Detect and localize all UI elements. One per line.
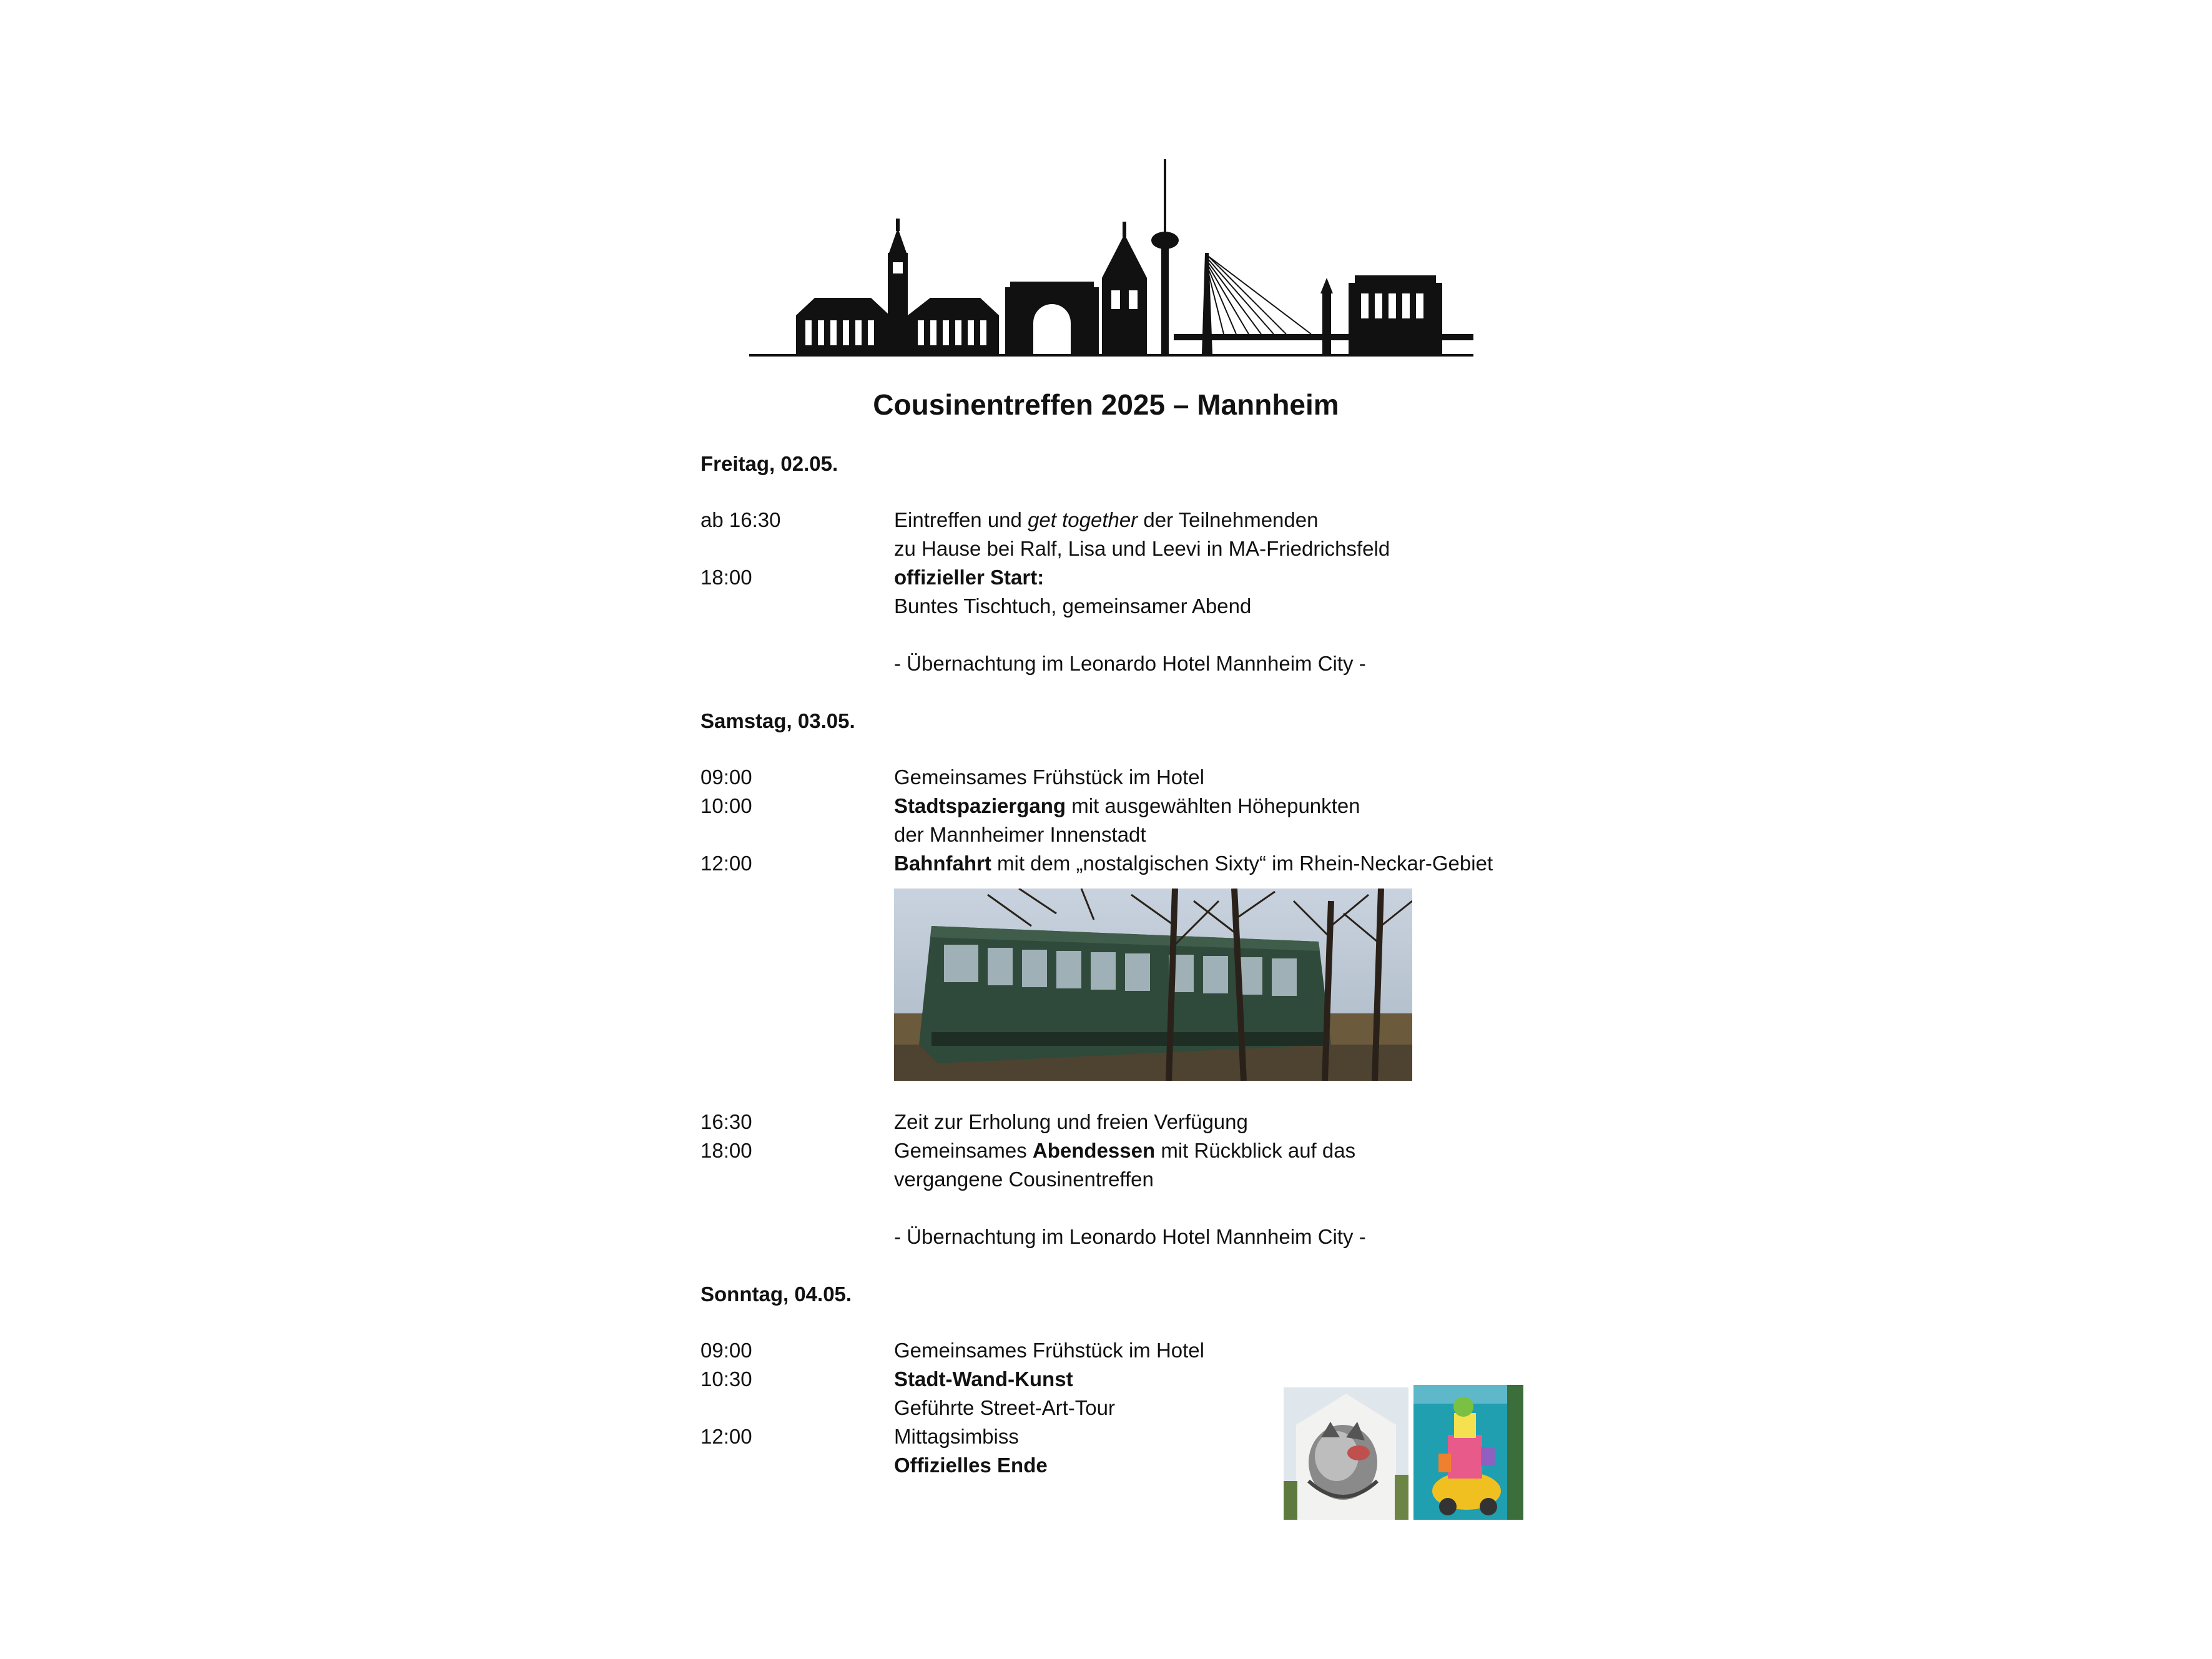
time-label: 12:00 <box>700 1425 752 1448</box>
schedule-row-continuation <box>700 534 1575 563</box>
mannheim-skyline-image <box>749 159 1473 365</box>
schedule-row <box>700 763 1575 792</box>
event-description: Bahnfahrt mit dem „nostalgischen Sixty“ im Rhein-Neckar-Gebiet <box>894 852 1493 875</box>
day-heading-friday: Freitag, 02.05. <box>700 452 838 475</box>
event-description: Stadtspaziergang mit ausgewählten Höhepunkten <box>894 794 1360 817</box>
event-description: Zeit zur Erholung und freien Verfügung <box>894 1110 1248 1133</box>
event-description: zu Hause bei Ralf, Lisa und Leevi in MA-Friedrichsfeld <box>894 537 1390 560</box>
event-description: vergangene Cousinentreffen <box>894 1168 1154 1191</box>
schedule-row-continuation <box>700 1165 1575 1194</box>
schedule-row <box>700 1336 1575 1365</box>
event-description: Geführte Street-Art-Tour <box>894 1396 1115 1419</box>
schedule-row <box>700 1108 1575 1136</box>
schedule-row <box>700 849 1575 878</box>
time-label: ab 16:30 <box>700 508 781 531</box>
schedule-row <box>700 1136 1575 1165</box>
event-description: Gemeinsames Frühstück im Hotel <box>894 1339 1204 1362</box>
event-description: Mittagsimbiss <box>894 1425 1019 1448</box>
schedule-row-continuation <box>700 820 1575 849</box>
overnight-text: - Übernachtung im Leonardo Hotel Mannheim City - <box>894 652 1366 675</box>
street-art-photo-2 <box>1413 1385 1523 1520</box>
event-description: Eintreffen und get together der Teilnehmenden <box>894 508 1319 531</box>
time-label: 12:00 <box>700 852 752 875</box>
time-label: 10:00 <box>700 794 752 817</box>
event-description: der Mannheimer Innenstadt <box>894 823 1146 846</box>
tram-photo <box>894 889 1412 1081</box>
overnight-note <box>700 1223 1575 1251</box>
time-label: 18:00 <box>700 1139 752 1162</box>
day-heading-sunday: Sonntag, 04.05. <box>700 1282 852 1306</box>
schedule-row <box>700 563 1575 592</box>
time-label: 10:30 <box>700 1367 752 1391</box>
event-description: Gemeinsames Abendessen mit Rückblick auf das <box>894 1139 1356 1162</box>
schedule-row-continuation <box>700 592 1575 621</box>
schedule-row <box>700 506 1575 534</box>
event-description: Gemeinsames Frühstück im Hotel <box>894 766 1204 789</box>
overnight-text: - Übernachtung im Leonardo Hotel Mannheim City - <box>894 1225 1366 1248</box>
event-description: Offizielles Ende <box>894 1454 1048 1477</box>
day-heading-saturday: Samstag, 03.05. <box>700 709 855 732</box>
time-label: 16:30 <box>700 1110 752 1133</box>
event-description: offizieller Start: <box>894 566 1045 589</box>
street-art-photo-1 <box>1284 1387 1408 1520</box>
time-label: 09:00 <box>700 1339 752 1362</box>
time-label: 18:00 <box>700 566 752 589</box>
event-description: Stadt-Wand-Kunst <box>894 1367 1073 1391</box>
overnight-note <box>700 649 1575 678</box>
page-title: Cousinentreffen 2025 – Mannheim <box>873 388 1339 421</box>
event-description: Buntes Tischtuch, gemeinsamer Abend <box>894 594 1252 618</box>
schedule-row <box>700 792 1575 820</box>
time-label: 09:00 <box>700 766 752 789</box>
